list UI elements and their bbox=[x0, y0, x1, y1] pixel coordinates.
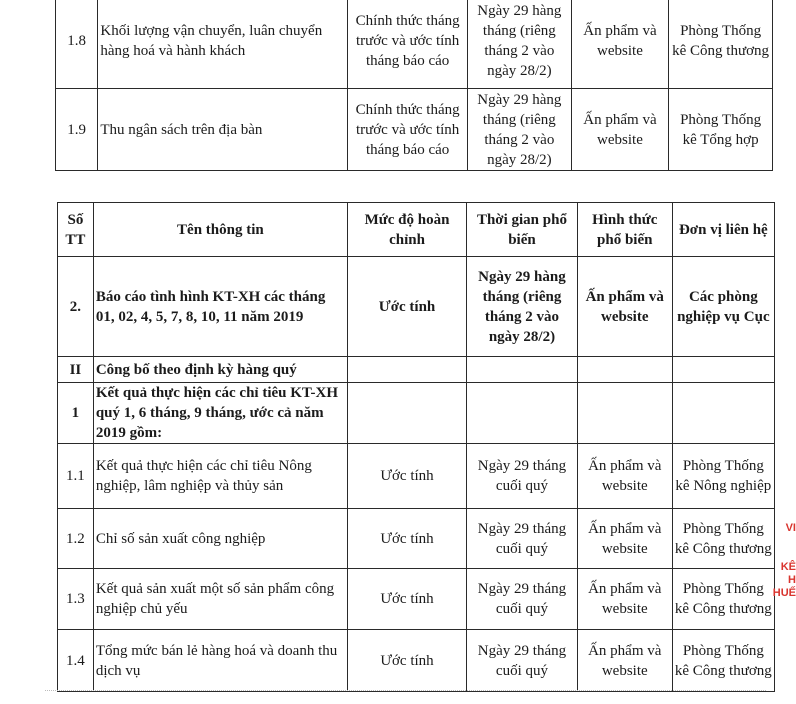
row-number: 1.9 bbox=[56, 89, 98, 171]
table-row bbox=[58, 509, 775, 569]
section-title: Công bố theo định kỳ hàng quý bbox=[93, 357, 347, 383]
release-time: Ngày 29 hàng tháng (riêng tháng 2 vào ngày 28/2) bbox=[467, 89, 571, 171]
row-number: 1.2 bbox=[58, 509, 94, 569]
header-time: Thời gian phổ biến bbox=[467, 203, 578, 257]
row-number: 2. bbox=[58, 257, 94, 357]
stamp-text: KÊ bbox=[780, 561, 796, 573]
stamp-text: VI bbox=[785, 522, 796, 534]
info-name: Thu ngân sách trên địa bàn bbox=[98, 89, 348, 171]
contact-unit: Phòng Thống kê Công thương bbox=[672, 630, 774, 692]
table-row bbox=[58, 444, 775, 509]
row-number: 1.3 bbox=[58, 569, 94, 630]
header-name: Tên thông tin bbox=[93, 203, 347, 257]
release-form: Ấn phẩm và website bbox=[577, 630, 672, 692]
release-form: Ấn phẩm và website bbox=[571, 0, 668, 89]
contact-unit: Phòng Thống kê Công thương bbox=[669, 0, 773, 89]
completeness-level: Ước tính bbox=[347, 569, 466, 630]
info-name: Kết quả thực hiện các chỉ tiêu Nông nghiệp, lâm nghiệp và thủy sản bbox=[93, 444, 347, 509]
row-number: 1 bbox=[58, 383, 94, 444]
contact-unit: Phòng Thống kê Tổng hợp bbox=[669, 89, 773, 171]
section-number: II bbox=[58, 357, 94, 383]
row-number: 1.8 bbox=[56, 0, 98, 89]
release-form: Ấn phẩm và website bbox=[577, 257, 672, 357]
release-time: Ngày 29 tháng cuối quý bbox=[467, 444, 578, 509]
table-row bbox=[56, 0, 773, 89]
info-name: Tổng mức bán lẻ hàng hoá và doanh thu dịch vụ bbox=[93, 630, 347, 692]
completeness-level: Ước tính bbox=[347, 509, 466, 569]
info-name: Khối lượng vận chuyển, luân chuyển hàng hoá và hành khách bbox=[98, 0, 348, 89]
completeness-level: Chính thức tháng trước và ước tính tháng báo cáo bbox=[348, 89, 468, 171]
info-name: Chỉ số sản xuất công nghiệp bbox=[93, 509, 347, 569]
info-name: Kết quả thực hiện các chỉ tiêu KT-XH quý 1, 6 tháng, 9 tháng, ước cả năm 2019 gồm: bbox=[93, 383, 347, 444]
table-main bbox=[57, 202, 775, 692]
release-form: Ấn phẩm và website bbox=[577, 444, 672, 509]
table-header-row bbox=[58, 203, 775, 257]
stamp-text: HUẾ bbox=[772, 587, 796, 599]
contact-unit: Phòng Thống kê Nông nghiệp bbox=[672, 444, 774, 509]
release-time: Ngày 29 tháng cuối quý bbox=[467, 630, 578, 692]
completeness-level: Ước tính bbox=[347, 257, 466, 357]
contact-unit: Các phòng nghiệp vụ Cục bbox=[672, 257, 774, 357]
table-continuation bbox=[55, 0, 773, 171]
info-name: Kết quả sản xuất một số sản phẩm công nghiệp chủ yếu bbox=[93, 569, 347, 630]
section-row bbox=[58, 357, 775, 383]
release-time: Ngày 29 hàng tháng (riêng tháng 2 vào ngày 28/2) bbox=[467, 257, 578, 357]
table-row bbox=[58, 569, 775, 630]
stamp-text: H bbox=[788, 574, 796, 586]
row-number: 1.1 bbox=[58, 444, 94, 509]
header-no: Số TT bbox=[58, 203, 94, 257]
contact-unit: Phòng Thống kê Công thương bbox=[672, 509, 774, 569]
header-form: Hình thức phổ biến bbox=[577, 203, 672, 257]
table-row bbox=[58, 630, 775, 692]
completeness-level: Ước tính bbox=[347, 444, 466, 509]
header-unit: Đơn vị liên hệ bbox=[672, 203, 774, 257]
page-bottom-divider bbox=[45, 690, 766, 691]
release-form: Ấn phẩm và website bbox=[577, 509, 672, 569]
completeness-level: Chính thức tháng trước và ước tính tháng báo cáo bbox=[348, 0, 468, 89]
release-form: Ấn phẩm và website bbox=[571, 89, 668, 171]
release-form: Ấn phẩm và website bbox=[577, 569, 672, 630]
completeness-level: Ước tính bbox=[347, 630, 466, 692]
contact-unit: Phòng Thống kê Công thương bbox=[672, 569, 774, 630]
info-name: Báo cáo tình hình KT-XH các tháng 01, 02, 4, 5, 7, 8, 10, 11 năm 2019 bbox=[93, 257, 347, 357]
release-time: Ngày 29 hàng tháng (riêng tháng 2 vào ngày 28/2) bbox=[467, 0, 571, 89]
release-time: Ngày 29 tháng cuối quý bbox=[467, 569, 578, 630]
red-stamp bbox=[750, 522, 796, 600]
header-level: Mức độ hoàn chỉnh bbox=[347, 203, 466, 257]
release-time: Ngày 29 tháng cuối quý bbox=[467, 509, 578, 569]
row-number: 1.4 bbox=[58, 630, 94, 692]
table-row bbox=[58, 383, 775, 444]
table-row bbox=[56, 89, 773, 171]
table-row bbox=[58, 257, 775, 357]
